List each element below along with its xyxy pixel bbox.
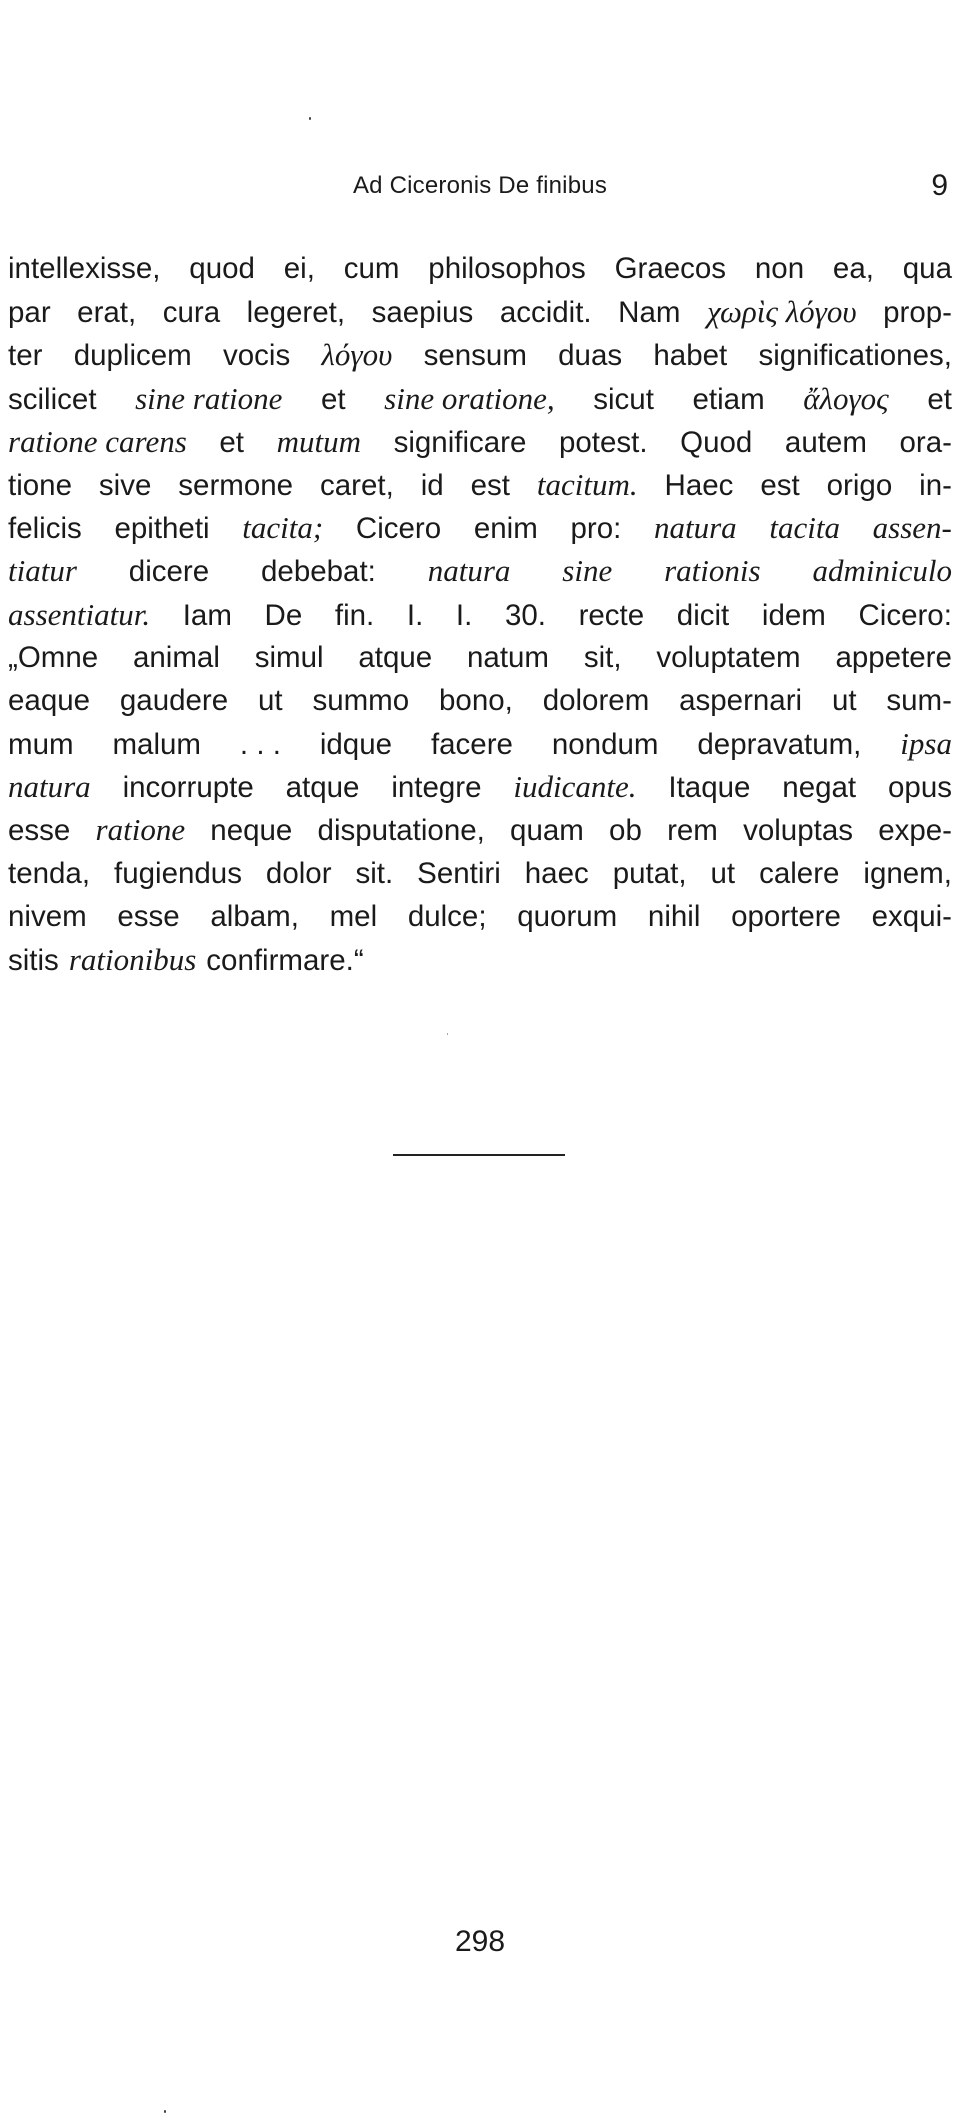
footer-page-number: 298 [454, 1925, 506, 1958]
word: id [420, 468, 444, 502]
word: ut [831, 683, 857, 717]
text-line [8, 808, 952, 851]
word: ea, [832, 252, 874, 285]
text-line [8, 506, 952, 549]
text-line [8, 247, 952, 290]
word: fugiendus [114, 856, 242, 890]
word: habet [653, 339, 728, 373]
word: vocis [223, 339, 291, 373]
word: haec [524, 856, 589, 890]
word: caret, [320, 468, 394, 502]
word: est [470, 468, 510, 502]
word: sum- [886, 683, 952, 717]
word: Haec [664, 468, 734, 502]
word: dicere [128, 555, 210, 589]
word: Itaque [668, 771, 751, 805]
word: atque [358, 640, 433, 674]
word: idque [319, 728, 393, 762]
word: epitheti [114, 512, 210, 546]
word: scilicet [8, 382, 97, 416]
word: dolor [265, 856, 332, 890]
word: accidit. [499, 296, 592, 330]
word: ut [710, 856, 736, 890]
word: nondum [551, 728, 659, 762]
word: voluptatem [656, 640, 801, 674]
word: Graecos [614, 252, 727, 285]
word: facere [430, 728, 513, 762]
word: esse [8, 814, 71, 848]
word: tacita [769, 510, 840, 546]
word: intellexisse, [8, 252, 161, 285]
word: potest. [558, 425, 648, 459]
word: enim [473, 512, 538, 546]
word: natura [654, 510, 737, 546]
word: ipsa [900, 726, 952, 762]
word: assentiatur. [8, 596, 151, 632]
word: autem [784, 425, 867, 459]
word: legeret, [246, 296, 346, 330]
word: prop- [883, 296, 952, 330]
word: opus [888, 771, 952, 805]
text-line [8, 895, 952, 938]
word: „Omne [8, 640, 99, 674]
text-line [8, 722, 952, 765]
word: rationis [664, 553, 761, 589]
word: pro: [570, 512, 622, 546]
word: atque [285, 771, 360, 805]
word: duplicem [73, 339, 192, 373]
word: saepius [371, 296, 474, 330]
ink-speck [309, 117, 311, 120]
word: tenda, [8, 856, 91, 890]
word: tione [8, 468, 72, 502]
word: . . . [239, 728, 281, 762]
word: aspernari [679, 683, 803, 717]
word: I. [455, 598, 473, 632]
word: tacitum. [536, 466, 638, 502]
text-line [8, 333, 952, 376]
word: philosophos [428, 252, 586, 285]
running-header [0, 166, 960, 206]
word: dicit [676, 598, 730, 632]
word: dulce; [407, 899, 487, 933]
word: ratione carens [8, 423, 187, 459]
word: ora- [899, 425, 952, 459]
word: rationibus [68, 942, 197, 977]
word: sit. [355, 856, 394, 890]
word: confirmare.“ [206, 944, 364, 977]
text-line [8, 938, 952, 981]
word: Sentiri [417, 856, 501, 890]
word: appetere [835, 640, 952, 674]
word: I. [406, 598, 424, 632]
word: Quod [680, 425, 753, 459]
word: ἄλογος [803, 380, 889, 416]
word: putat, [612, 856, 687, 890]
word: fin. [334, 598, 375, 632]
word: felicis [8, 512, 82, 546]
word: expe- [878, 814, 952, 848]
word: tacita; [242, 510, 324, 546]
word: non [754, 252, 805, 285]
word: ignem, [863, 856, 952, 890]
word: sermone [178, 468, 294, 502]
word: sine ratione [135, 380, 283, 416]
word: Iam [182, 598, 232, 632]
word: erat, [77, 296, 137, 330]
word: sensum [423, 339, 527, 373]
word: sine oratione, [384, 380, 555, 416]
word: esse [117, 899, 180, 933]
word: iudicante. [513, 769, 637, 805]
word: De [264, 598, 303, 632]
word: bono, [439, 683, 513, 717]
ink-speck [164, 2110, 166, 2113]
text-line [8, 549, 952, 592]
word: mutum [276, 423, 361, 459]
word: natum [467, 640, 549, 674]
text-line [8, 765, 952, 808]
text-line [8, 463, 952, 506]
word: cum [343, 252, 400, 285]
word: λόγου [321, 337, 393, 373]
text-line [8, 593, 952, 636]
word: simul [254, 640, 324, 674]
word: tiatur [8, 553, 77, 589]
word: dolorem [542, 683, 650, 717]
word: et [219, 425, 244, 459]
running-title: Ad Ciceronis De finibus [352, 172, 608, 199]
word: oportere [731, 899, 841, 933]
word: cura [162, 296, 221, 330]
word: idem [761, 598, 826, 632]
word: natura [8, 769, 91, 805]
word: in- [919, 468, 952, 502]
word: incorrupte [122, 771, 254, 805]
body-paragraph [8, 247, 952, 981]
word: sicut [593, 382, 654, 416]
word: et [320, 382, 346, 416]
word: recte [578, 598, 645, 632]
word: disputatione, [317, 814, 485, 848]
word: sive [98, 468, 152, 502]
word: nihil [647, 899, 701, 933]
word: sine [562, 553, 613, 589]
word: significare [393, 425, 527, 459]
word: 30. [504, 598, 546, 632]
word: par [8, 296, 51, 330]
word: ei, [283, 252, 315, 285]
text-line [8, 377, 952, 420]
word: origo [826, 468, 893, 502]
word: mum [8, 728, 74, 762]
section-rule [393, 1154, 565, 1156]
word: sit, [583, 640, 622, 674]
word: exqui- [871, 899, 952, 933]
word: voluptas [743, 814, 853, 848]
word: eaque [8, 683, 91, 717]
word: calere [759, 856, 840, 890]
word: Nam [618, 296, 681, 330]
word: qua [902, 252, 952, 285]
word: ob [609, 814, 642, 848]
word: quam [510, 814, 584, 848]
word: ter [8, 339, 43, 373]
word: albam, [210, 899, 299, 933]
word: duas [558, 339, 623, 373]
word: summo [312, 683, 410, 717]
word: malum [112, 728, 201, 762]
word: ratione [95, 812, 186, 848]
word: nivem [8, 899, 87, 933]
word: quorum [517, 899, 618, 933]
word: integre [391, 771, 482, 805]
word: etiam [692, 382, 765, 416]
word: Cicero: [858, 598, 952, 632]
header-page-number: 9 [931, 169, 948, 202]
word: negat [782, 771, 857, 805]
ink-speck [447, 1033, 448, 1035]
word: χωρὶς λόγου [707, 294, 857, 330]
text-line [8, 679, 952, 722]
text-line [8, 636, 952, 679]
word: neque [210, 814, 293, 848]
text-line [8, 420, 952, 463]
word: mel [329, 899, 378, 933]
word: natura [427, 553, 511, 589]
word: est [760, 468, 800, 502]
word: adminiculo [812, 553, 952, 589]
word: significationes, [758, 339, 952, 373]
word: rem [667, 814, 718, 848]
word: gaudere [119, 683, 229, 717]
text-line [8, 852, 952, 895]
word: animal [132, 640, 220, 674]
word: quod [189, 252, 255, 285]
word: assen- [872, 510, 952, 546]
word: ut [258, 683, 283, 717]
word: debebat: [261, 555, 376, 589]
word: depravatum, [697, 728, 862, 762]
text-line [8, 290, 952, 333]
word: sitis [8, 944, 59, 977]
word: et [927, 382, 952, 416]
word: Cicero [355, 512, 442, 546]
